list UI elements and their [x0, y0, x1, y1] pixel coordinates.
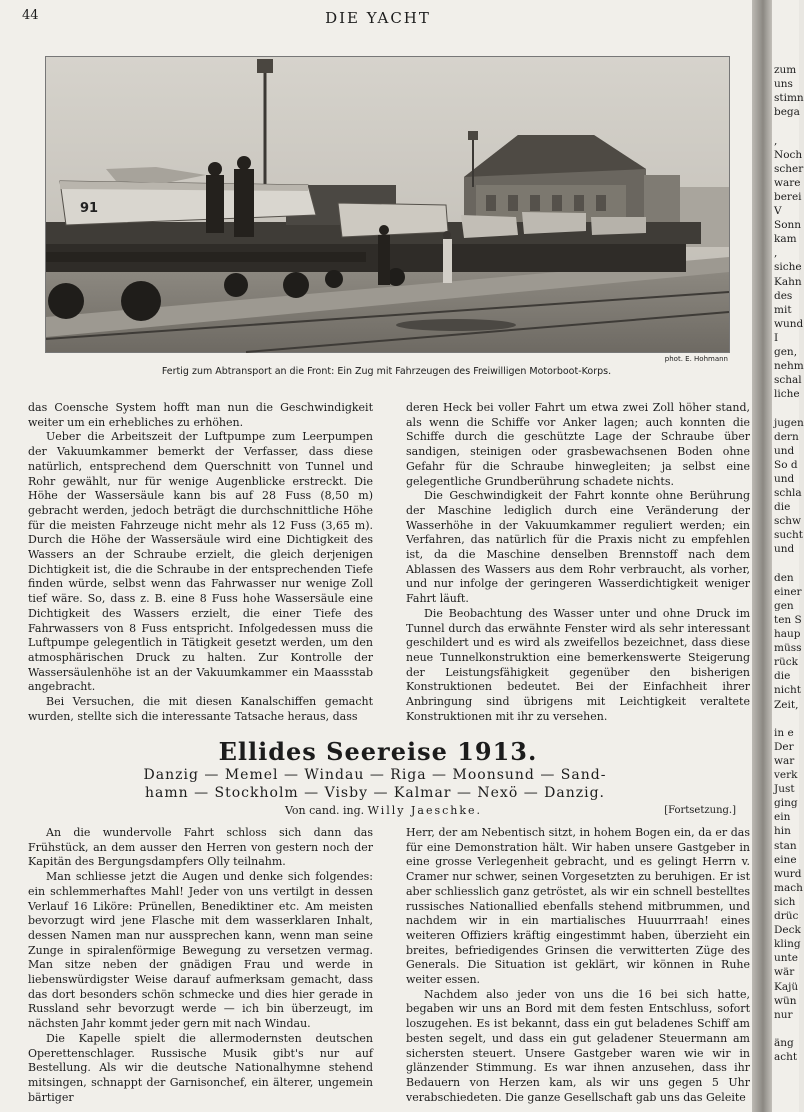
paragraph: Ueber die Arbeitszeit der Luftpumpe zum Leerpumpen der Vakuumkammer bemerkt der Verfasser, dass diese natürlich, entsprechend dem Querschnitt von Tunnel und Rohr gewählt, nur für wenige Augenblicke erstreckt. Die Höhe der Wassersäule kann bis auf 28 Fuss (8,50 m) gebracht werden, jedoch beträgt die durchschnittliche Höhe für die meisten Fahrzeuge nicht mehr als 12 Fuss (3,65 m). Durch die Höhe der Wassersäule wird eine Dichtigkeit des Wassers an der Schraube erzielt, die gleich derjenigen Dichtigkeit ist, die die Schraube in der entsprechenden Tiefe finden würde, selbst wenn das Fahrwasser nur wenige Zoll tief wäre. So, dass z. B. eine 8 Fuss hohe Wassersäule eine Dichtigkeit des Wassers erzielt, die einer Tiefe des Fahrwassers von 8 Fuss entspricht. Infolgedessen muss die Luftpumpe gelegentlich in Tätigkeit gesetzt werden, um den atmosphärischen Druck zu halten. Zur Kontrolle der Wassersäulenhöhe ist an der Vakuumkammer ein Maassstab angebracht.: [28, 430, 373, 694]
paragraph: deren Heck bei voller Fahrt um etwa zwei Zoll höher stand, als wenn die Schiffe vor Anker lagen; auch konnten die Schiffe durch die geschützte Lage der Schraube über sandigen, steinigen oder grasbewachsenen Boden ohne Gefahr für die Schraube hinwegleiten; ja selbst eine gelegentliche Grundberührung schadete nichts.: [406, 401, 750, 488]
next-page-fragment: wund: [774, 317, 804, 330]
next-page-fragment: unte: [774, 952, 798, 965]
next-page-fragment: einer: [774, 585, 802, 598]
next-page-fragment: bega: [774, 106, 800, 119]
photo-caption: Fertig zum Abtransport an die Front: Ein Zug mit Fahrzeugen des Freiwilligen Motorboot-Korps.: [161, 366, 612, 377]
next-page-fragment: wär: [774, 966, 795, 979]
next-page-fragment: Deck: [774, 924, 801, 937]
next-page-fragment: wurd: [774, 867, 802, 880]
paragraph: Bei Versuchen, die mit diesen Kanalschiffen gemacht wurden, stellte sich die interessante Tatsache heraus, dass: [28, 695, 373, 723]
next-page-fragment: ein: [774, 811, 791, 824]
article-title: Ellides Seereise 1913.: [218, 737, 538, 766]
next-page-fragment: gen,: [774, 346, 798, 358]
subtitle-line: Danzig — Memel — Windau — Riga — Moonsund — Sand-: [143, 767, 607, 783]
next-page-fragment: ,: [774, 134, 778, 147]
bottom-right-column: [406, 826, 750, 1105]
next-page-fragment: äng: [774, 1036, 794, 1049]
next-page-fragment: und: [774, 472, 795, 485]
next-page-fragment: und: [774, 444, 795, 457]
next-page-fragment: sucht: [774, 529, 804, 542]
next-page-fragment: stimn: [774, 92, 804, 105]
paragraph: Herr, der am Nebentisch sitzt, in hohem Bogen ein, da er das für eine Demonstration hält. Wir haben unsere Gastgeber in eine grosse Verlegenheit gebracht, und es gelingt Herrn v. Cramer nur schwer, seinen Vorgesetzten zu beruhigen. Er ist aber schliesslich ganz getröstet, als wir ein schnell bestelltes russisches Nationallied ebenfalls stehend mitbrummen, und nachdem wir in ein martialisches Huuurrraah! eines weiteren Offiziers kräftig eingestimmt haben, überzieht ein breites, befriedigendes Grinsen die verwitterten Züge des Generals. Die Situation ist geklärt, wir können in Ruhe weiter essen.: [406, 826, 750, 987]
next-page-fragment: acht: [774, 1051, 798, 1063]
next-page-fragment: ten S: [774, 613, 802, 626]
next-page-fragment: drüc: [774, 910, 799, 922]
next-page-fragment: hin: [774, 825, 791, 838]
next-page-fragment: siche: [774, 261, 802, 274]
next-page-fragment: müss: [774, 642, 802, 655]
next-page-fragment: und: [774, 543, 795, 556]
next-page-fragment: Der: [774, 740, 794, 753]
next-page-fragment: scher: [774, 162, 804, 175]
next-page-edge: [772, 0, 804, 1112]
top-right-column: [406, 401, 750, 724]
next-page-fragment: den: [774, 571, 794, 584]
next-page-fragment: kling: [774, 938, 801, 951]
next-page-fragment: rück: [774, 656, 799, 669]
next-page-fragment: Noch: [774, 148, 803, 161]
next-page-fragment: ging: [774, 797, 798, 810]
top-left-column: [28, 401, 373, 724]
next-page-fragment: in e: [774, 726, 794, 739]
next-page-fragment: des: [774, 289, 793, 302]
next-page-fragment: So d: [774, 458, 798, 471]
next-page-fragment: mach: [774, 881, 803, 894]
next-page-fragment: Sonn: [774, 219, 802, 232]
next-page-fragment: V: [774, 205, 782, 217]
next-page-fragment: Kajü: [774, 980, 799, 993]
paragraph: An die wundervolle Fahrt schloss sich dann das Frühstück, an dem ausser den Herren von gestern noch der Kapitän des Bergungsdampfers Olly teilnahm.: [28, 826, 373, 869]
next-page-fragment: dern: [774, 430, 799, 443]
next-page-fragment: jugen: [774, 416, 804, 429]
running-head: DIE YACHT: [325, 9, 431, 27]
next-page-fragment: eine: [774, 853, 797, 866]
paragraph: das Coensche System hofft man nun die Geschwindigkeit weiter um ein erhebliches zu erhöhen.: [28, 401, 373, 429]
next-page-fragment: liche: [774, 388, 800, 401]
page-gutter: [752, 0, 774, 1112]
train-photo: [45, 56, 730, 353]
next-page-fragment: nehm: [774, 360, 804, 373]
paragraph: Die Geschwindigkeit der Fahrt konnte ohne Berührung der Maschine lediglich durch eine Veränderung der Wasserhöhe in der Vakuumkammer reguliert werden; ein Verfahren, das natürlich für die Praxis nicht zu empfehlen ist, da die Maschine denselben Brennstoff nach dem Ablassen des Wassers aus dem Rohr verbraucht, als vorher, und nur infolge der geringeren Wasserdichtigkeit weniger Fahrt läuft.: [406, 489, 750, 606]
next-page-fragment: wün: [774, 994, 797, 1007]
next-page-fragment: nur: [774, 1008, 793, 1021]
next-page-fragment: nicht: [774, 684, 801, 697]
author-prefix: Von cand. ing.: [285, 804, 365, 817]
next-page-fragment: zum: [774, 64, 797, 76]
paragraph: Nachdem also jeder von uns die 16 bei sich hatte, begaben wir uns an Bord mit dem festen Entschluss, sofort loszugehen. Es ist bekannt, dass ein gut beladenes Schiff am besten segelt, und dass ein gut geladener Steuermann am sichersten steuert. Unsere Gastgeber waren wie wir in glänzender Stimmung. Es war ihnen anzusehen, dass ihr Bedauern von Herzen kam, als wir uns gegen 5 Uhr verabschiedeten. Die ganze Gesellschaft gab uns das Geleite: [406, 987, 750, 1104]
boat-number: 91: [80, 201, 99, 216]
page-number: 44: [22, 8, 39, 23]
next-page-fragment: berei: [774, 190, 802, 203]
next-page-fragment: Kahn: [774, 275, 802, 288]
photo-credit: phot. E. Hohmann: [664, 355, 728, 363]
next-page-fragment: die: [774, 670, 791, 683]
continued-note: [Fortsetzung.]: [664, 805, 736, 816]
paragraph: Man schliesse jetzt die Augen und denke sich folgendes: ein schlemmerhaftes Mahl! Jeder von uns vertilgt in dessen Verlauf 16 Liköre: Prünellen, Benediktiner etc. Am meisten bevorzugt wird jene Flasche mit dem wasserklaren Inhalt, dessen Namen man nur aussprechen kann, wenn man seine Zunge in spiralenförmige Bewegung zu versetzen vermag. Man sitze neben der gnädigen Frau und werde in liebenswürdigster Weise darauf aufmerksam gemacht, dass das dort besonders schön schmecke und dies hier gerade in Russland sehr bevorzugt werde — ich bin überzeugt, im nächsten Jahr kommt jeder gern mit nach Windau.: [28, 870, 373, 1031]
next-page-fragment: schla: [774, 487, 802, 499]
next-page-fragment: schw: [774, 515, 802, 528]
next-page-fragment: I: [774, 331, 779, 344]
subtitle-line: hamn — Stockholm — Visby — Kalmar — Nexö — Danzig.: [144, 785, 606, 801]
next-page-fragment: schal: [774, 374, 802, 387]
next-page-fragment: ware: [774, 176, 801, 189]
next-page-fragment: die: [774, 501, 791, 514]
paragraph: Die Kapelle spielt die allermodernsten deutschen Operettenschlager. Russische Musik gibt's nur auf Bestellung. Als wir die deutsche Nationalhymne stehend mitsingen, schnappt der Garnisonchef, ein älterer, ungemein bärtiger: [28, 1031, 373, 1104]
next-page-fragment: ,: [774, 247, 778, 260]
bottom-left-column: [28, 826, 373, 1105]
paragraph: Die Beobachtung des Wasser unter und ohne Druck im Tunnel durch das erwähnte Fenster wird als sehr interessant geschildert und es wird als zweifellos bezeichnet, dass diese neue Tunnelkonstruktion eine bemerkenswerte Steigerung der Leistungsfähigkeit gegenüber den bisherigen Konstruktionen bedeutet. Bei der Einfachheit ihrer Anbringung sind übrigens mit Leichtigkeit veraltete Konstruktionen mit ihr zu versehen.: [406, 606, 750, 723]
article-author: [285, 804, 482, 817]
next-page-fragment: verk: [774, 769, 798, 781]
article-subtitle: [110, 766, 640, 802]
next-page-fragment: kam: [774, 233, 797, 246]
next-page-fragment: Zeit,: [774, 698, 799, 711]
next-page-fragment: gen: [774, 599, 794, 612]
next-page-fragment: Just: [774, 783, 795, 796]
next-page-fragment: war: [774, 754, 795, 767]
next-page-fragment: sich: [774, 895, 796, 908]
author-name: Willy Jaeschke.: [367, 804, 483, 817]
next-page-fragment: haup: [774, 628, 801, 640]
next-page-fragment: mit: [774, 303, 792, 316]
next-page-fragment: uns: [774, 78, 793, 91]
next-page-fragment: stan: [774, 839, 797, 852]
